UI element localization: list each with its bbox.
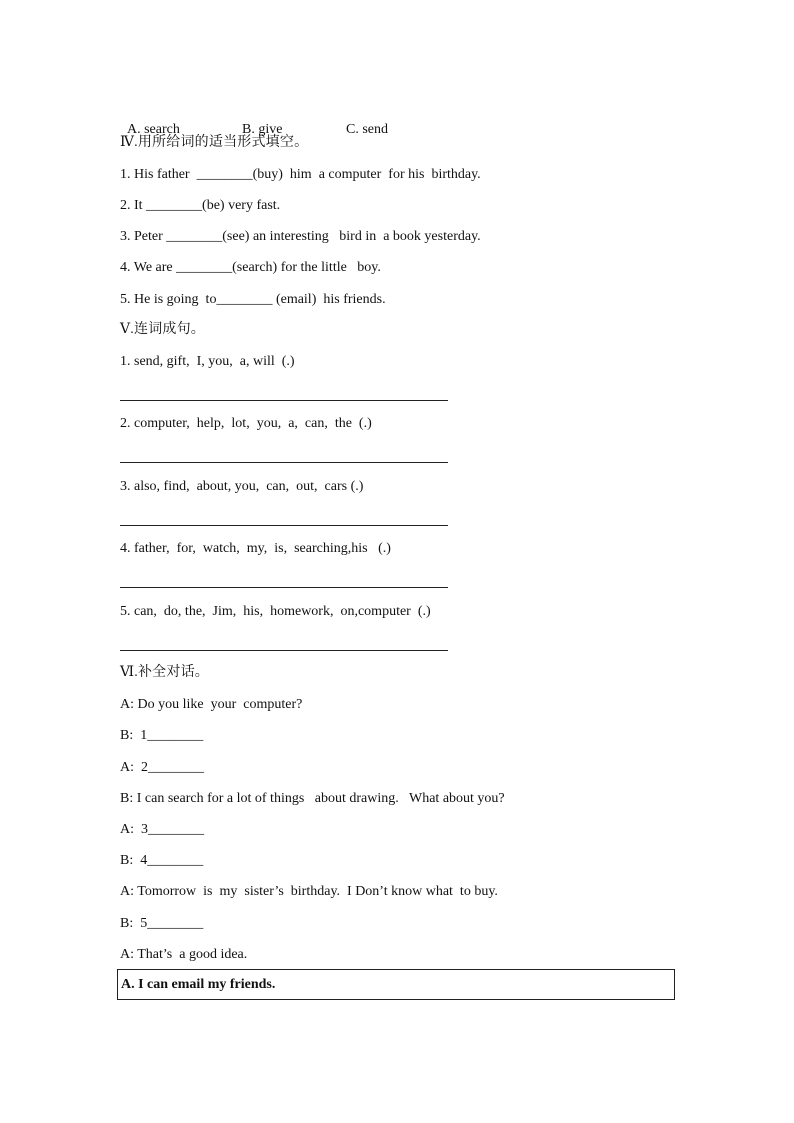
dialogue-line-8: B: 5________ [120, 916, 204, 931]
dialogue-line-5: A: 3________ [120, 822, 204, 837]
option-a: A. search [127, 122, 180, 137]
section4-item-5: 5. He is going to________ (email) his friends. [120, 292, 386, 307]
dialogue-line-3: A: 2________ [120, 760, 204, 775]
answer-option-box [117, 969, 675, 1000]
answer-line-5 [120, 650, 448, 651]
section4-item-1: 1. His father ________(buy) him a computer for his birthday. [120, 167, 481, 182]
option-c: C. send [346, 122, 388, 137]
section4-item-2: 2. It ________(be) very fast. [120, 198, 281, 213]
answer-line-2 [120, 462, 448, 463]
section4-item-3: 3. Peter ________(see) an interesting bird in a book yesterday. [120, 229, 481, 244]
section6-heading: Ⅵ.补全对话。 [120, 665, 209, 680]
answer-option-text: A. I can email my friends. [121, 977, 276, 992]
option-b: B. give [242, 122, 283, 137]
section5-item-1: 1. send, gift, I, you, a, will (.) [120, 354, 295, 369]
section4-item-4: 4. We are ________(search) for the little boy. [120, 260, 381, 275]
answer-line-1 [120, 400, 448, 401]
dialogue-line-9: A: That’s a good idea. [120, 947, 248, 962]
dialogue-line-2: B: 1________ [120, 728, 204, 743]
dialogue-line-6: B: 4________ [120, 853, 204, 868]
section5-heading: Ⅴ.连词成句。 [120, 322, 206, 337]
section5-item-2: 2. computer, help, lot, you, a, can, the (.) [120, 416, 372, 431]
dialogue-line-1: A: Do you like your computer? [120, 697, 303, 712]
section5-item-4: 4. father, for, watch, my, is, searching,his (.) [120, 541, 391, 556]
section5-item-3: 3. also, find, about, you, can, out, cars (.) [120, 479, 364, 494]
answer-line-3 [120, 525, 448, 526]
section4-heading: Ⅳ.用所给词的适当形式填空。 [120, 135, 309, 150]
dialogue-line-4: B: I can search for a lot of things about drawing. What about you? [120, 791, 505, 806]
dialogue-line-7: A: Tomorrow is my sister’s birthday. I Don’t know what to buy. [120, 884, 498, 899]
section5-item-5: 5. can, do, the, Jim, his, homework, on,computer (.) [120, 604, 431, 619]
answer-line-4 [120, 587, 448, 588]
